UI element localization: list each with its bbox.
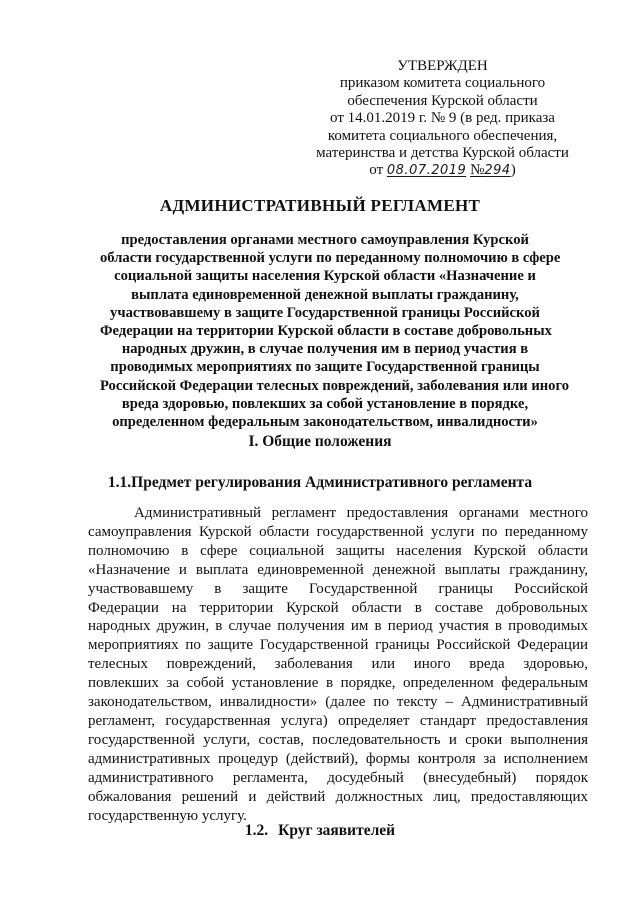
closing-paren: ): [510, 162, 516, 179]
paragraph-line: народных дружин, в случае получения им в период участия в проводимых: [88, 618, 588, 635]
paragraph-line: государственной услуги, состав, последовательность и сроки выполнения: [88, 731, 588, 748]
subtitle-line: проводимых мероприятиях по защите Государственной границы: [110, 359, 540, 376]
subtitle-line: определенном федеральным законодательством, инвалидности»: [112, 414, 538, 431]
subtitle-line: Федерации на территории Курской области в составе добровольных: [100, 323, 552, 340]
paragraph-line: «Назначение и выплата единовременной денежной выплаты гражданину,: [88, 561, 588, 578]
paragraph-line: государственную услугу.: [88, 807, 247, 824]
paragraph-line: самоуправления Курской области государственной услуги по переданному: [88, 523, 588, 540]
approval-line: УТВЕРЖДЕН: [397, 58, 488, 74]
paragraph-line: административных процедур (действий), формы контроля за исполнением: [88, 750, 588, 767]
number-sign: №: [470, 162, 485, 179]
approval-line: комитета социального обеспечения,: [327, 127, 558, 144]
paragraph-line: законодательством, инвалидности» (далее по тексту – Административный: [88, 694, 588, 711]
paragraph-line: регламент, государственная услуга) определяет стандарт предоставления: [88, 712, 588, 729]
paragraph-line: административного регламента, досудебный (внесудебный) порядок: [88, 769, 588, 786]
approval-line: приказом комитета социального: [339, 75, 546, 92]
approval-line: обеспечения Курской области: [347, 92, 538, 109]
subtitle-line: выплата единовременной денежной выплаты гражданину,: [131, 286, 519, 303]
document-subtitle: [100, 231, 570, 431]
paragraph-line: полномочию в сфере социальной защиты населения Курской области: [88, 542, 588, 559]
paragraph-line: участвовавшему в защите Государственной границы Российской: [88, 580, 588, 597]
subtitle-line: предоставления органами местного самоуправления Курской: [121, 232, 529, 248]
subtitle-line: участвовавшему в защите Государственной границы Российской: [110, 304, 540, 321]
body-paragraph: [88, 504, 588, 825]
section-heading-general: I. Общие положения: [248, 433, 392, 450]
paragraph-line: Федерации на территории Курской области в составе добровольных: [88, 599, 588, 616]
handwritten-date: 08.07.2019: [386, 163, 467, 179]
paragraph-line: телесных повреждений, заболевания или иного вреда здоровью,: [88, 656, 588, 673]
section-label: Круг заявителей: [278, 822, 396, 839]
approval-stamp-block: [300, 58, 585, 180]
date-prefix: от: [369, 162, 384, 179]
paragraph-line: Административный регламент предоставления органами местного: [134, 505, 588, 521]
subtitle-line: Российской Федерации телесных повреждений, заболевания или иного: [100, 377, 570, 394]
section-heading-applicants: [0, 822, 640, 840]
handwritten-number: 294: [484, 163, 511, 179]
subtitle-line: народных дружин, в случае получения им в период участия в: [121, 341, 529, 358]
section-number: 1.2.: [244, 822, 269, 839]
paragraph-line: мероприятиях по защите Государственной границы Российской Федерации: [88, 637, 588, 654]
paragraph-line: повлекших за собой установление в порядке, определенном федеральным: [88, 675, 588, 692]
subtitle-line: социальной защиты населения Курской области «Назначение и: [114, 268, 536, 285]
approval-line: материнства и детства Курской области: [316, 145, 569, 162]
approval-date-line: [300, 162, 585, 179]
subtitle-line: области государственной услуги по переданному полномочию в сфере: [100, 250, 561, 267]
document-title: АДМИНИСТРАТИВНЫЙ РЕГЛАМЕНТ: [159, 196, 481, 215]
subtitle-line: вреда здоровью, повлекших за собой установление в порядке,: [121, 395, 529, 412]
paragraph-line: обжалования решений и действий должностных лиц, предоставляющих: [88, 788, 588, 805]
section-heading-subject: 1.1.Предмет регулирования Административного регламента: [107, 474, 533, 491]
approval-line: от 14.01.2019 г. № 9 (в ред. приказа: [330, 110, 555, 127]
